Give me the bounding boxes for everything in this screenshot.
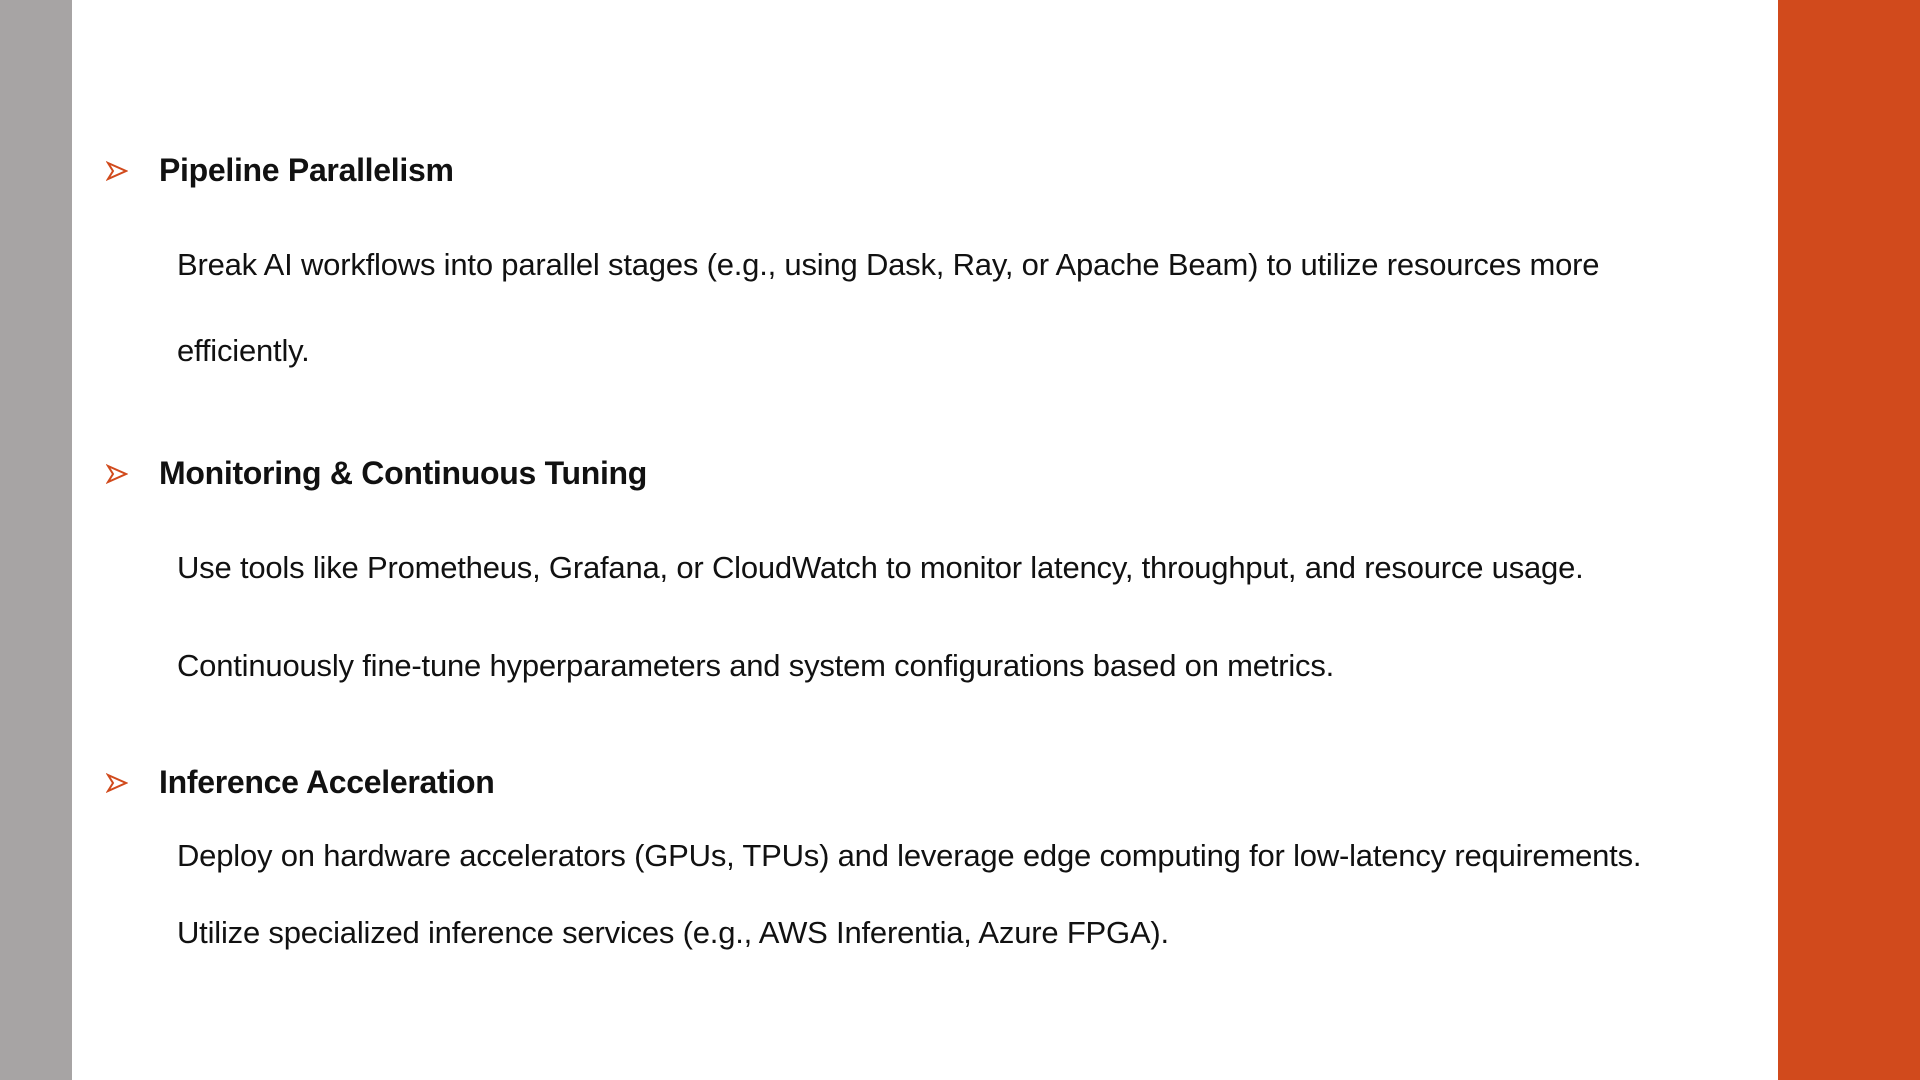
section-monitoring: [106, 455, 647, 492]
left-accent-bar: [0, 0, 72, 1080]
arrowhead-bullet-icon: [106, 160, 128, 182]
body-text-line: Deploy on hardware accelerators (GPUs, TPUs) and leverage edge computing for low-latency requirements.: [177, 838, 1642, 873]
arrowhead-bullet-icon: [106, 772, 128, 794]
body-text-line: efficiently.: [177, 333, 310, 368]
body-text-line: Break AI workflows into parallel stages (e.g., using Dask, Ray, or Apache Beam) to utilize resources more: [177, 247, 1600, 282]
right-accent-bar: [1778, 0, 1920, 1080]
section-heading: Inference Acceleration: [159, 764, 495, 800]
section-heading: Pipeline Parallelism: [159, 152, 454, 188]
body-text-line: Utilize specialized inference services (e.g., AWS Inferentia, Azure FPGA).: [177, 915, 1169, 950]
arrowhead-bullet-icon: [106, 463, 128, 485]
section-inference-acceleration: [106, 764, 494, 801]
body-text-line: Use tools like Prometheus, Grafana, or CloudWatch to monitor latency, throughput, and resource usage.: [177, 550, 1584, 585]
section-pipeline-parallelism: [106, 152, 454, 189]
body-text-line: Continuously fine-tune hyperparameters and system configurations based on metrics.: [177, 648, 1335, 683]
section-heading: Monitoring & Continuous Tuning: [159, 455, 648, 491]
